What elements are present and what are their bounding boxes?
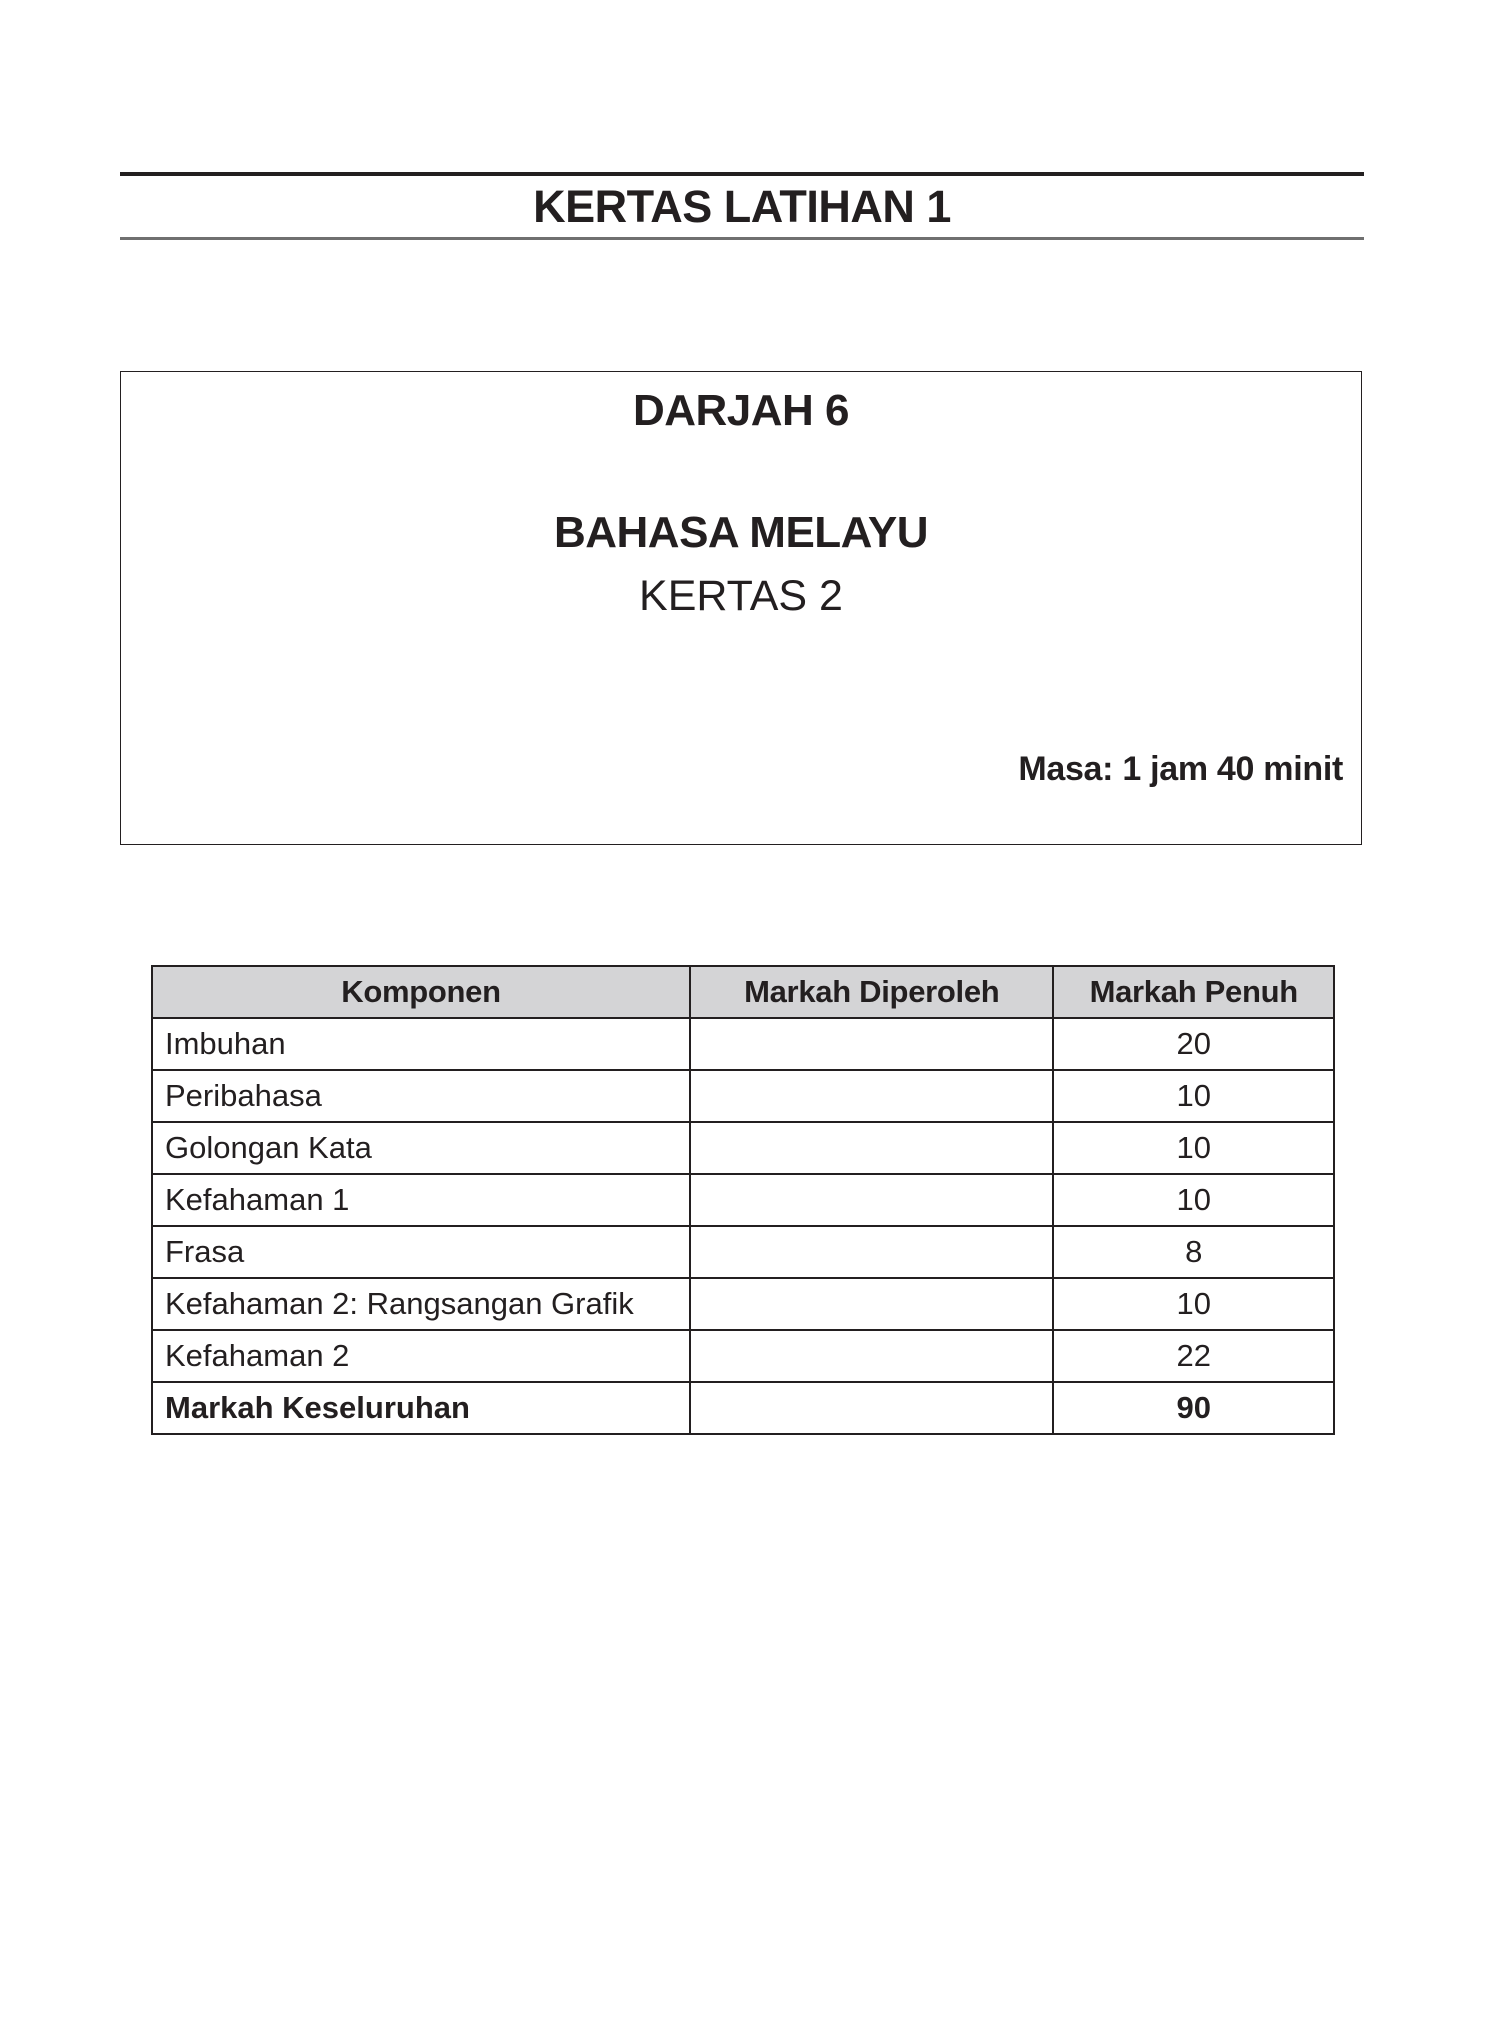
obtained-cell[interactable] bbox=[690, 1122, 1053, 1174]
total-label-cell: Markah Keseluruhan bbox=[152, 1382, 690, 1434]
full-marks-cell: 8 bbox=[1053, 1226, 1334, 1278]
grade-label: DARJAH 6 bbox=[632, 386, 850, 435]
component-cell: Kefahaman 1 bbox=[152, 1174, 690, 1226]
obtained-cell[interactable] bbox=[690, 1174, 1053, 1226]
total-row bbox=[152, 1382, 1334, 1434]
table-row bbox=[152, 1018, 1334, 1070]
title-bottom-rule bbox=[120, 237, 1364, 240]
full-marks-cell: 10 bbox=[1053, 1122, 1334, 1174]
table-row bbox=[152, 1122, 1334, 1174]
obtained-cell[interactable] bbox=[690, 1070, 1053, 1122]
component-cell: Imbuhan bbox=[152, 1018, 690, 1070]
obtained-cell[interactable] bbox=[690, 1330, 1053, 1382]
full-marks-cell: 10 bbox=[1053, 1070, 1334, 1122]
table-row bbox=[152, 1070, 1334, 1122]
table-row bbox=[152, 1278, 1334, 1330]
header-full: Markah Penuh bbox=[1053, 966, 1334, 1018]
subject-title: BAHASA MELAYU bbox=[553, 508, 929, 557]
component-cell: Frasa bbox=[152, 1226, 690, 1278]
table-header-row bbox=[152, 966, 1334, 1018]
header-obtained: Markah Diperoleh bbox=[690, 966, 1053, 1018]
full-marks-cell: 22 bbox=[1053, 1330, 1334, 1382]
marks-table bbox=[151, 965, 1335, 1435]
cover-box bbox=[120, 371, 1362, 845]
full-marks-cell: 10 bbox=[1053, 1174, 1334, 1226]
full-marks-cell: 10 bbox=[1053, 1278, 1334, 1330]
full-marks-cell: 20 bbox=[1053, 1018, 1334, 1070]
component-cell: Kefahaman 2 bbox=[152, 1330, 690, 1382]
total-obtained-cell[interactable] bbox=[690, 1382, 1053, 1434]
table-row bbox=[152, 1330, 1334, 1382]
paper-label: KERTAS 2 bbox=[639, 572, 843, 620]
duration-label: Masa: 1 jam 40 minit bbox=[1018, 750, 1343, 788]
obtained-cell[interactable] bbox=[690, 1018, 1053, 1070]
component-cell: Golongan Kata bbox=[152, 1122, 690, 1174]
total-full-marks-cell: 90 bbox=[1053, 1382, 1334, 1434]
table-row bbox=[152, 1174, 1334, 1226]
obtained-cell[interactable] bbox=[690, 1226, 1053, 1278]
obtained-cell[interactable] bbox=[690, 1278, 1053, 1330]
header-component: Komponen bbox=[152, 966, 690, 1018]
table-row bbox=[152, 1226, 1334, 1278]
component-cell: Kefahaman 2: Rangsangan Grafik bbox=[152, 1278, 690, 1330]
page-title: KERTAS LATIHAN 1 bbox=[533, 180, 951, 232]
component-cell: Peribahasa bbox=[152, 1070, 690, 1122]
